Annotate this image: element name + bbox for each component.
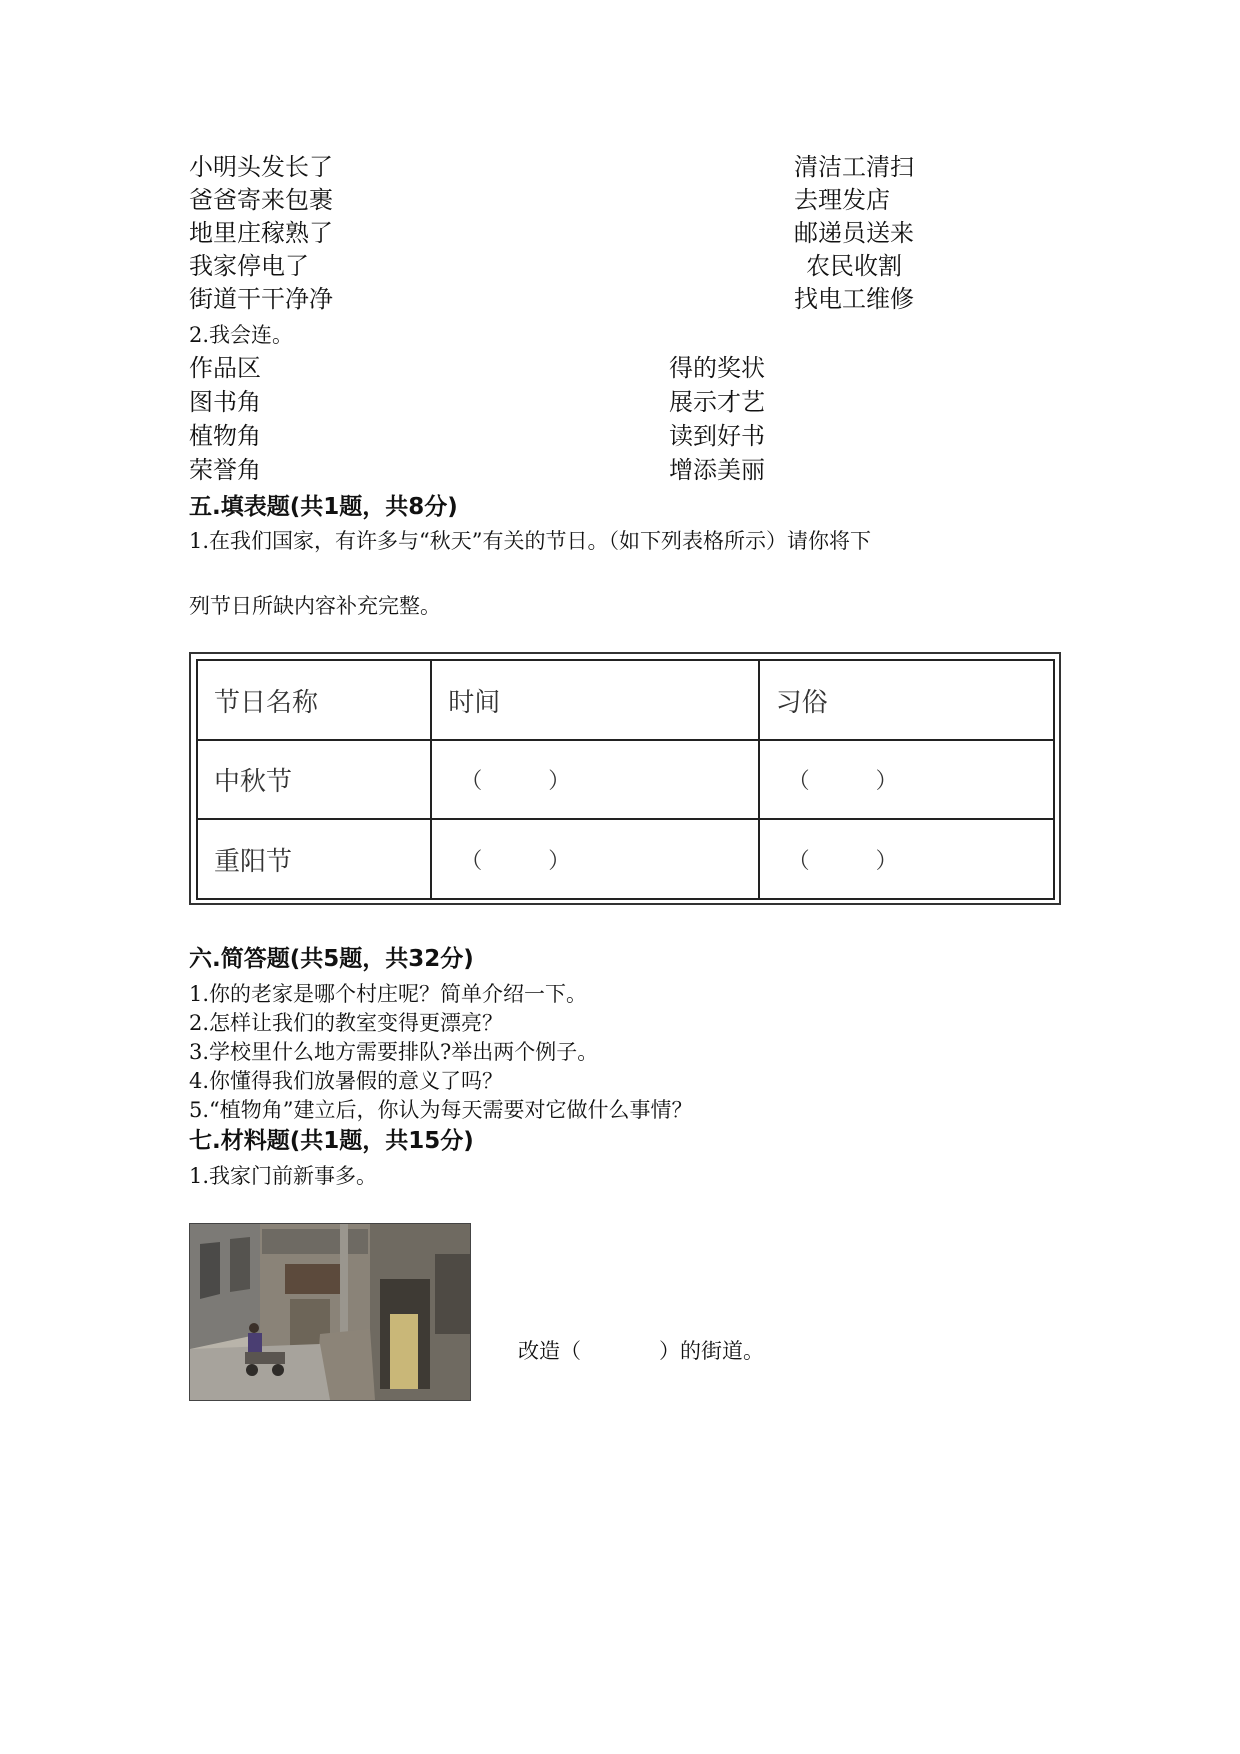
table-row xyxy=(197,819,1054,899)
match1-right-item: 邮递员送来 xyxy=(794,219,914,247)
list-item: 5.“植物角”建立后，你认为每天需要对它做什么事情？ xyxy=(189,1098,693,1122)
section6-heading: 六.简答题(共5题，共32分) xyxy=(189,946,474,972)
table-header-cell: 节日名称 xyxy=(197,660,431,740)
festival-table-frame xyxy=(189,652,1061,905)
festival-name-cell: 中秋节 xyxy=(197,740,431,819)
table-header-cell: 习俗 xyxy=(759,660,1054,740)
match1-right-item: 农民收割 xyxy=(806,252,902,280)
custom-answer-blank[interactable]: （ ） xyxy=(759,819,1054,899)
match1-right-item: 找电工维修 xyxy=(794,285,914,313)
table-row xyxy=(197,740,1054,819)
match2-title: 2.我会连。 xyxy=(189,323,294,347)
section5-question-line2: 列节日所缺内容补充完整。 xyxy=(189,594,441,618)
match1-left-item: 街道干干净净 xyxy=(189,285,333,313)
match1-right-item: 去理发店 xyxy=(794,186,890,214)
time-answer-blank[interactable]: （ ） xyxy=(431,740,758,819)
section7-heading: 七.材料题(共1题，共15分) xyxy=(189,1128,474,1154)
caption-after: ）的街道。 xyxy=(659,1339,764,1363)
list-item: 2.怎样让我们的教室变得更漂亮？ xyxy=(189,1011,504,1035)
match2-right-item: 展示才艺 xyxy=(669,388,765,416)
list-item: 1.你的老家是哪个村庄呢？简单介绍一下。 xyxy=(189,982,588,1006)
match2-left-item: 作品区 xyxy=(189,354,261,382)
photo-caption xyxy=(518,1336,764,1366)
list-item: 4.你懂得我们放暑假的意义了吗？ xyxy=(189,1069,504,1093)
match2-left-item: 植物角 xyxy=(189,422,261,450)
section5-heading: 五.填表题(共1题，共8分) xyxy=(189,494,458,520)
match2-right-item: 读到好书 xyxy=(669,422,765,450)
old-street-photo xyxy=(189,1223,471,1401)
match2-right-item: 得的奖状 xyxy=(669,354,765,382)
section7-question: 1.我家门前新事多。 xyxy=(189,1164,378,1188)
custom-answer-blank[interactable]: （ ） xyxy=(759,740,1054,819)
match2-left-item: 荣誉角 xyxy=(189,456,261,484)
caption-before: 改造（ xyxy=(518,1339,581,1363)
festival-name-cell: 重阳节 xyxy=(197,819,431,899)
section5-question-line1: 1.在我们国家，有许多与“秋天”有关的节日。（如下列表格所示）请你将下 xyxy=(189,529,872,553)
table-header-row xyxy=(197,660,1054,740)
match1-left-item: 地里庄稼熟了 xyxy=(189,219,333,247)
match2-right-item: 增添美丽 xyxy=(669,456,765,484)
match1-right-item: 清洁工清扫 xyxy=(794,153,914,181)
time-answer-blank[interactable]: （ ） xyxy=(431,819,758,899)
festival-table xyxy=(196,659,1055,900)
table-header-cell: 时间 xyxy=(431,660,758,740)
match1-left-item: 小明头发长了 xyxy=(189,153,333,181)
list-item: 3.学校里什么地方需要排队?举出两个例子。 xyxy=(189,1040,599,1064)
match1-left-item: 我家停电了 xyxy=(189,252,309,280)
match2-left-item: 图书角 xyxy=(189,388,261,416)
match1-left-item: 爸爸寄来包裹 xyxy=(189,186,333,214)
